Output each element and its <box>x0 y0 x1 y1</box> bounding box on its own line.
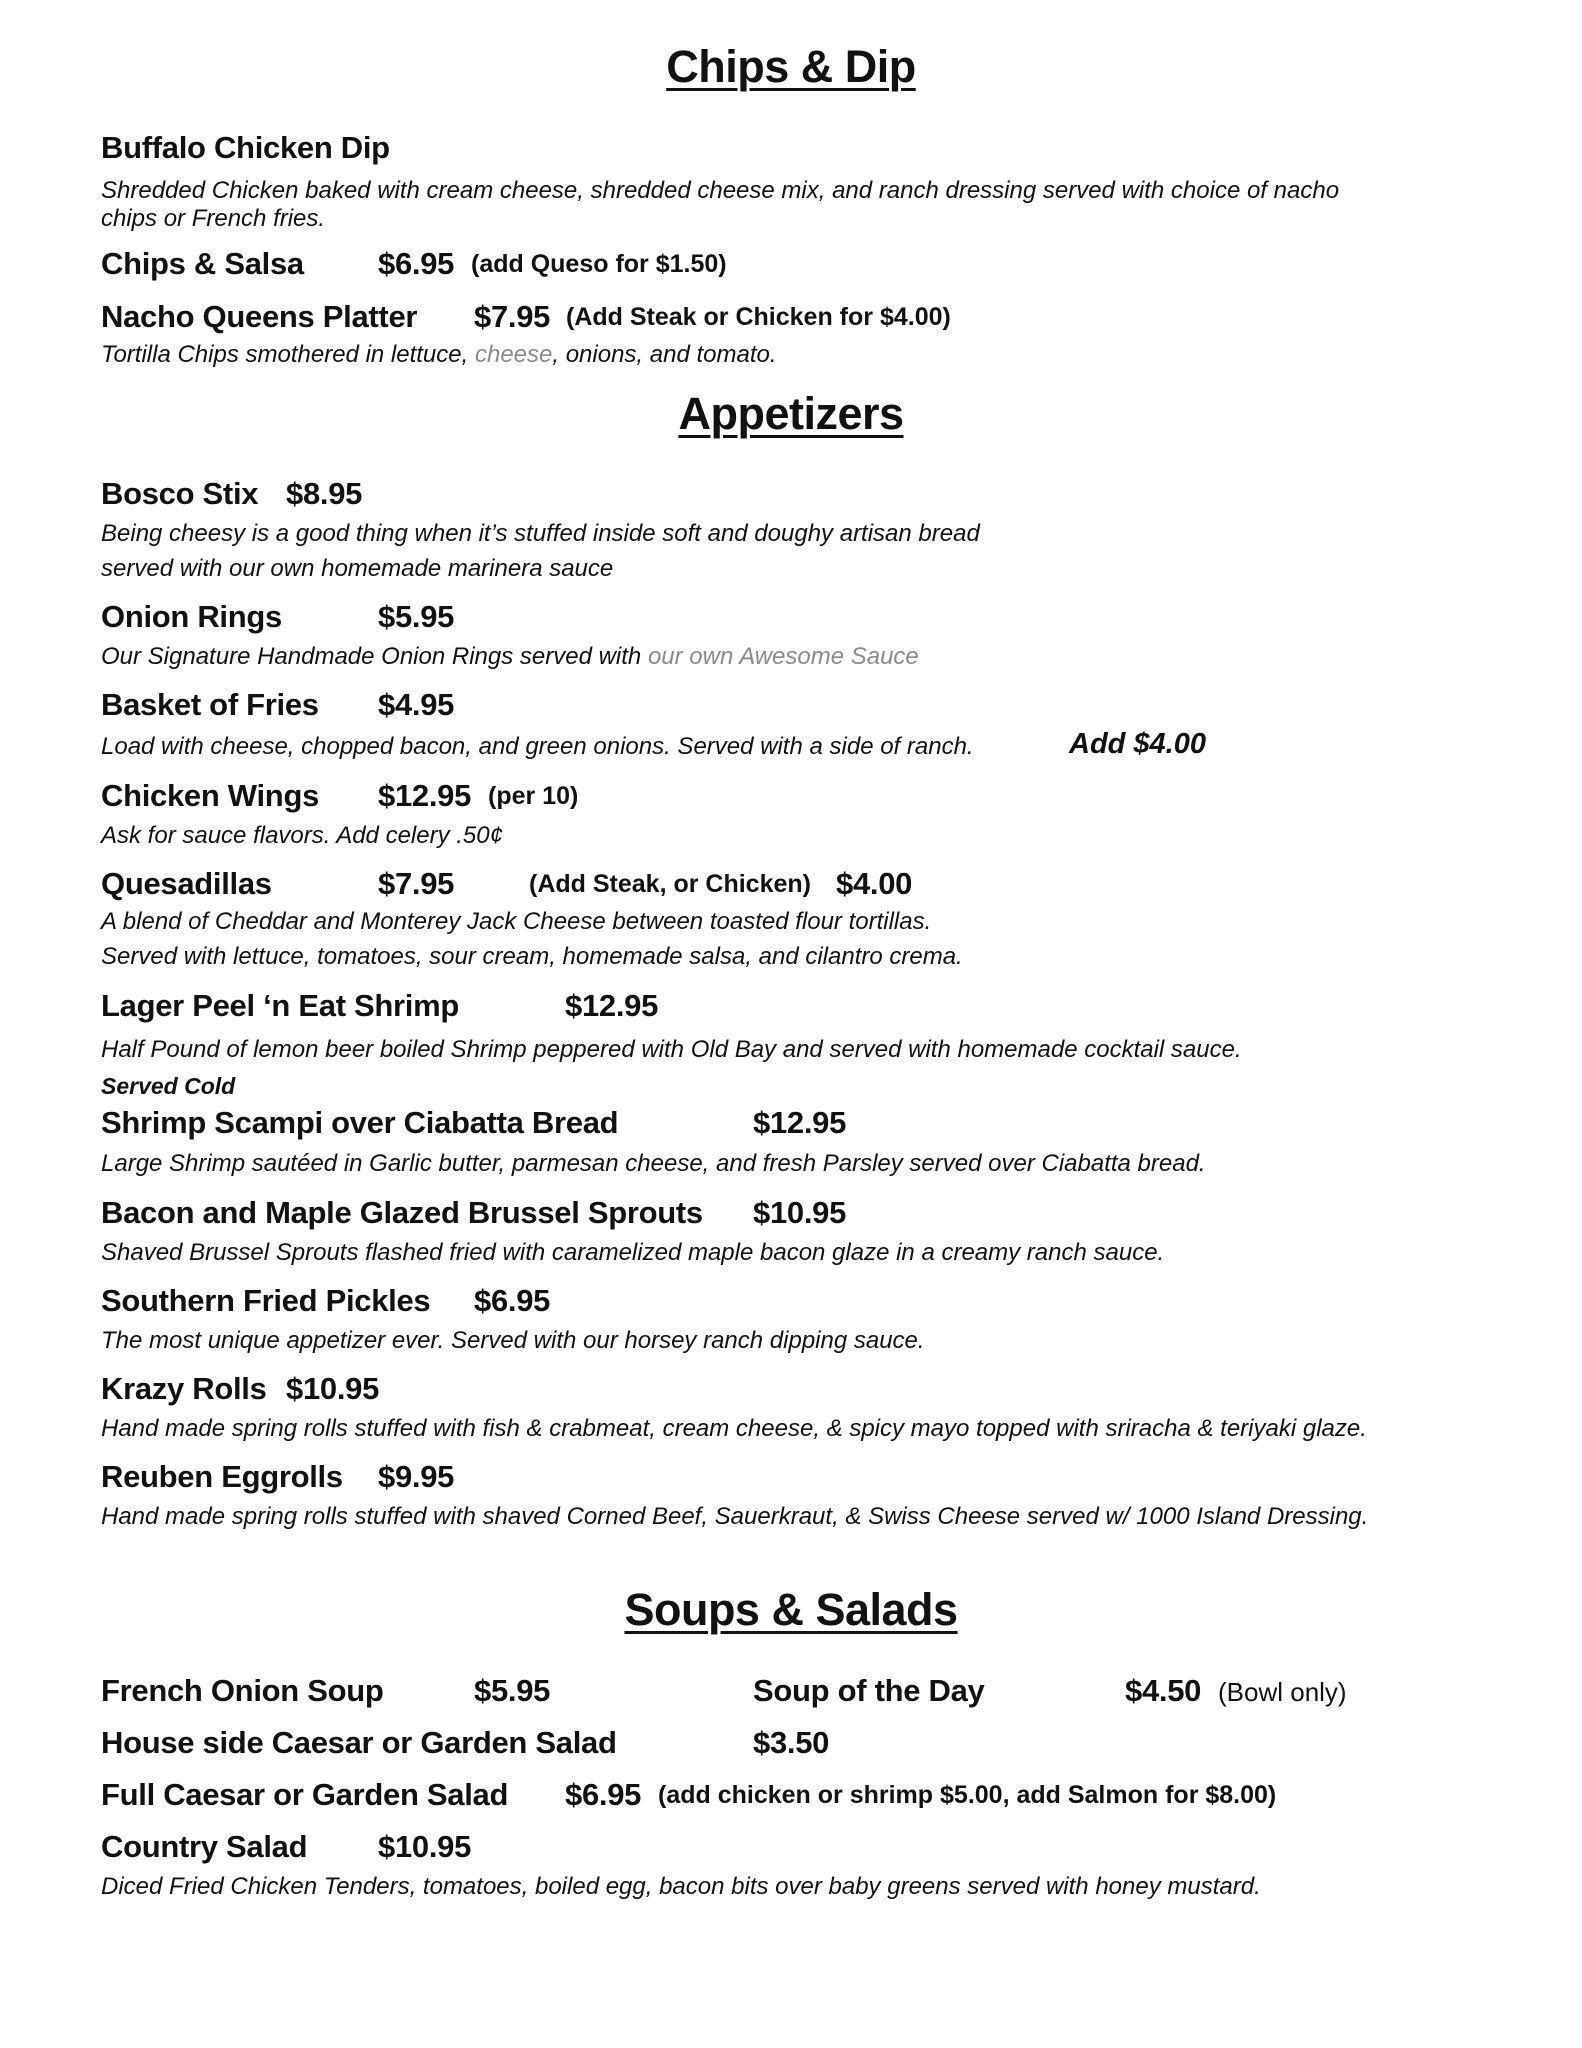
desc-text-grey: cheese <box>474 341 553 368</box>
item-note: (Bowl only) <box>1218 1677 1347 1707</box>
item-name: Onion Rings <box>101 599 282 634</box>
item-price: $5.95 <box>378 599 455 634</box>
desc-text-grey: our own Awesome Sauce <box>647 643 919 670</box>
section-title-soups-salads: Soups & Salads <box>624 1584 958 1635</box>
item-price: $10.95 <box>286 1371 380 1406</box>
served-cold-note: Served Cold <box>101 1073 236 1099</box>
item-description: The most unique appetizer ever. Served with our horsey ranch dipping sauce. <box>101 1327 925 1354</box>
item-name: French Onion Soup <box>101 1673 384 1708</box>
item-name: House side Caesar or Garden Salad <box>101 1725 617 1760</box>
add-on-price: Add $4.00 <box>1069 728 1206 760</box>
item-price: $10.95 <box>378 1829 472 1864</box>
item-name: Buffalo Chicken Dip <box>101 130 390 165</box>
item-description: Diced Fried Chicken Tenders, tomatoes, boiled egg, bacon bits over baby greens served with honey mustard. <box>101 1873 1261 1900</box>
item-price: $7.95 <box>474 299 551 334</box>
item-price: $12.95 <box>565 988 659 1023</box>
desc-text: Our Signature Handmade Onion Rings served with <box>101 643 648 670</box>
item-price: $8.95 <box>286 476 363 511</box>
item-name: Soup of the Day <box>753 1673 985 1708</box>
item-description: Half Pound of lemon beer boiled Shrimp peppered with Old Bay and served with homemade cocktail sauce. <box>101 1036 1242 1063</box>
item-note: (add chicken or shrimp $5.00, add Salmon for $8.00) <box>658 1781 1277 1809</box>
item-description: served with our own homemade marinera sauce <box>101 555 614 582</box>
add-on-price: $4.00 <box>836 866 913 901</box>
item-price: $3.50 <box>753 1725 830 1760</box>
item-description: Shredded Chicken baked with cream cheese, shredded cheese mix, and ranch dressing served with choice of nacho <box>101 177 1340 204</box>
item-name: Bacon and Maple Glazed Brussel Sprouts <box>101 1195 703 1230</box>
item-price: $4.95 <box>378 687 455 722</box>
item-name: Basket of Fries <box>101 687 319 722</box>
item-description: Being cheesy is a good thing when it’s stuffed inside soft and doughy artisan bread <box>101 520 980 547</box>
item-name: Reuben Eggrolls <box>101 1459 343 1494</box>
item-description: chips or French fries. <box>101 205 326 232</box>
item-price: $6.95 <box>378 246 455 281</box>
item-name: Country Salad <box>101 1829 308 1864</box>
item-description: Load with cheese, chopped bacon, and green onions. Served with a side of ranch. <box>101 733 974 760</box>
item-description: Hand made spring rolls stuffed with shaved Corned Beef, Sauerkraut, & Swiss Cheese served w/ 1000 Island Dressing. <box>101 1503 1369 1530</box>
item-name: Shrimp Scampi over Ciabatta Bread <box>101 1105 619 1140</box>
section-title-appetizers: Appetizers <box>678 388 904 439</box>
item-description: Shaved Brussel Sprouts flashed fried with caramelized maple bacon glaze in a creamy ranch sauce. <box>101 1239 1165 1266</box>
item-name: Quesadillas <box>101 866 272 901</box>
item-price: $10.95 <box>753 1195 847 1230</box>
item-description: A blend of Cheddar and Monterey Jack Cheese between toasted flour tortillas. <box>101 908 932 935</box>
item-description <box>101 341 777 369</box>
desc-text: Tortilla Chips smothered in lettuce, <box>101 341 475 368</box>
item-note: (add Queso for $1.50) <box>471 250 727 278</box>
item-price: $4.50 <box>1125 1673 1202 1708</box>
item-name: Chips & Salsa <box>101 246 304 281</box>
item-description <box>101 643 919 671</box>
item-price: $12.95 <box>753 1105 847 1140</box>
item-name: Chicken Wings <box>101 778 320 813</box>
section-title-chips-dip: Chips & Dip <box>666 41 916 92</box>
item-note: (Add Steak or Chicken for $4.00) <box>566 303 951 331</box>
desc-text: , onions, and tomato. <box>552 341 777 368</box>
item-name: Krazy Rolls <box>101 1371 267 1406</box>
item-price: $9.95 <box>378 1459 455 1494</box>
item-name: Full Caesar or Garden Salad <box>101 1777 509 1812</box>
item-name: Bosco Stix <box>101 476 259 511</box>
item-name: Southern Fried Pickles <box>101 1283 431 1318</box>
item-description: Served with lettuce, tomatoes, sour cream, homemade salsa, and cilantro crema. <box>101 943 963 970</box>
item-price: $6.95 <box>565 1777 642 1812</box>
item-price: $12.95 <box>378 778 472 813</box>
item-description: Large Shrimp sautéed in Garlic butter, parmesan cheese, and fresh Parsley served over Ciabatta bread. <box>101 1150 1206 1177</box>
item-price: $7.95 <box>378 866 455 901</box>
item-note: (per 10) <box>488 782 579 810</box>
item-note: (Add Steak, or Chicken) <box>529 870 811 898</box>
item-price: $5.95 <box>474 1673 551 1708</box>
item-price: $6.95 <box>474 1283 551 1318</box>
item-name: Lager Peel ‘n Eat Shrimp <box>101 988 460 1023</box>
item-name: Nacho Queens Platter <box>101 299 418 334</box>
item-description: Ask for sauce flavors. Add celery .50¢ <box>101 822 503 849</box>
item-description: Hand made spring rolls stuffed with fish & crabmeat, cream cheese, & spicy mayo topped with sriracha & teriyaki glaze. <box>101 1415 1367 1442</box>
